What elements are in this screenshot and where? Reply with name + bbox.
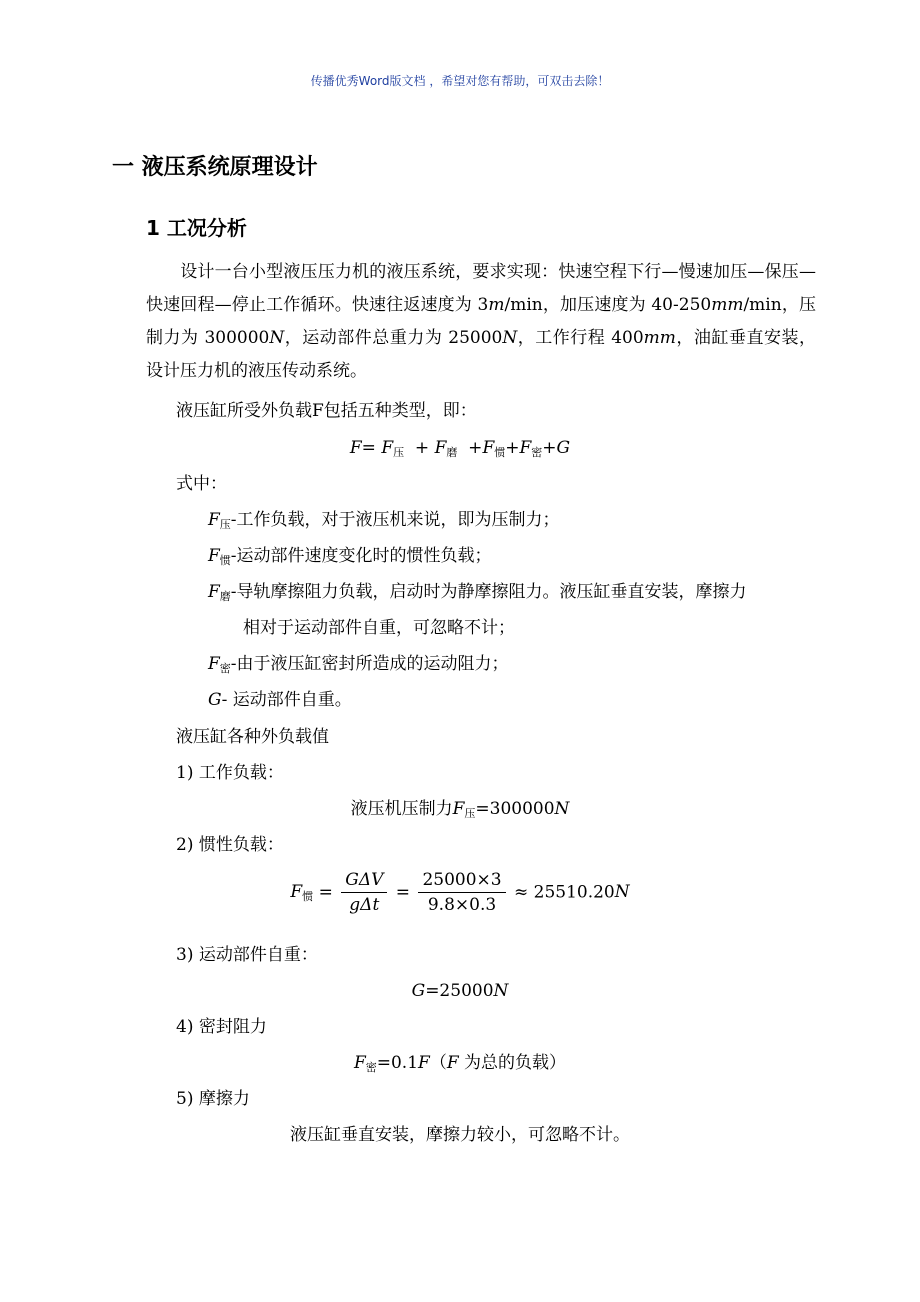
def-f-mi: $F_密-$由于液压缸密封所造成的运动阻力； bbox=[208, 654, 509, 675]
item-4-equation: $F_密=0.1F(F$ 为总的负载） bbox=[353, 1053, 567, 1074]
def-f-guan: $F_惯-$运动部件速度变化时的惯性负载； bbox=[208, 546, 492, 567]
load-intro: 液压缸所受外负载F包括五种类型，即： bbox=[176, 401, 477, 421]
intro-paragraph: 设计一台小型液压压力机的液压系统，要求实现：快速空程下行—慢速加压—保压—快速回程—停止工作循环。快速往返速度为 3m/min，加压速度为 40-250mm/min，压制力为 300000N，运动部件总重力为 25000N，工作行程 400mm，油缸垂直安装，设计压力机的液压传动系统。 bbox=[146, 262, 816, 381]
item-2-equation: $F_惯$ = $\frac{\text{GΔV}}{\text{gΔt}}$ = $\frac{25000\times 3}{9.8\times 0.3}$ ≈ 25510.20N bbox=[290, 870, 630, 915]
item-5-text: 液压缸垂直安装，摩擦力较小，可忽略不计。 bbox=[290, 1125, 630, 1145]
item-2-label: 2) 惯性负载： bbox=[176, 835, 284, 855]
values-title: 液压缸各种外负载值 bbox=[176, 727, 329, 747]
def-f-mo: $F_磨-$导轨摩擦阻力负载，启动时为静摩擦阻力。液压缸垂直安装，摩擦力 bbox=[208, 582, 747, 603]
page-header: 传播优秀Word版文档 ，希望对您有帮助，可双击去除！ bbox=[310, 74, 610, 88]
item-3-equation: G=25000N bbox=[411, 981, 509, 1001]
def-f-ya: $F_压-$工作负载，对于液压机来说，即为压制力； bbox=[208, 510, 560, 531]
fraction-symbolic: $\frac{\text{GΔV}}{\text{gΔt}}$ bbox=[341, 870, 387, 915]
item-5-label: 5) 摩擦力 bbox=[176, 1089, 250, 1109]
chapter-title: 一 液压系统原理设计 bbox=[112, 155, 318, 180]
def-g: G- 运动部件自重。 bbox=[208, 690, 352, 710]
item-1-label: 1) 工作负载： bbox=[176, 763, 284, 783]
def-f-mo-cont: 相对于运动部件自重，可忽略不计； bbox=[243, 618, 515, 638]
where-label: 式中： bbox=[176, 474, 227, 494]
fraction-numeric: $\frac{25000\times 3}{9.8\times 0.3}$ bbox=[418, 870, 505, 915]
item-3-label: 3) 运动部件自重： bbox=[176, 945, 318, 965]
section-title: 1 工况分析 bbox=[146, 216, 247, 240]
item-1-equation: 液压机压制力$F_压=300000N$ bbox=[350, 799, 570, 820]
equation-total-load: $F= F_压 + F_磨 +F_惯+F_密+G$ bbox=[349, 438, 571, 459]
item-4-label: 4) 密封阻力 bbox=[176, 1017, 267, 1037]
